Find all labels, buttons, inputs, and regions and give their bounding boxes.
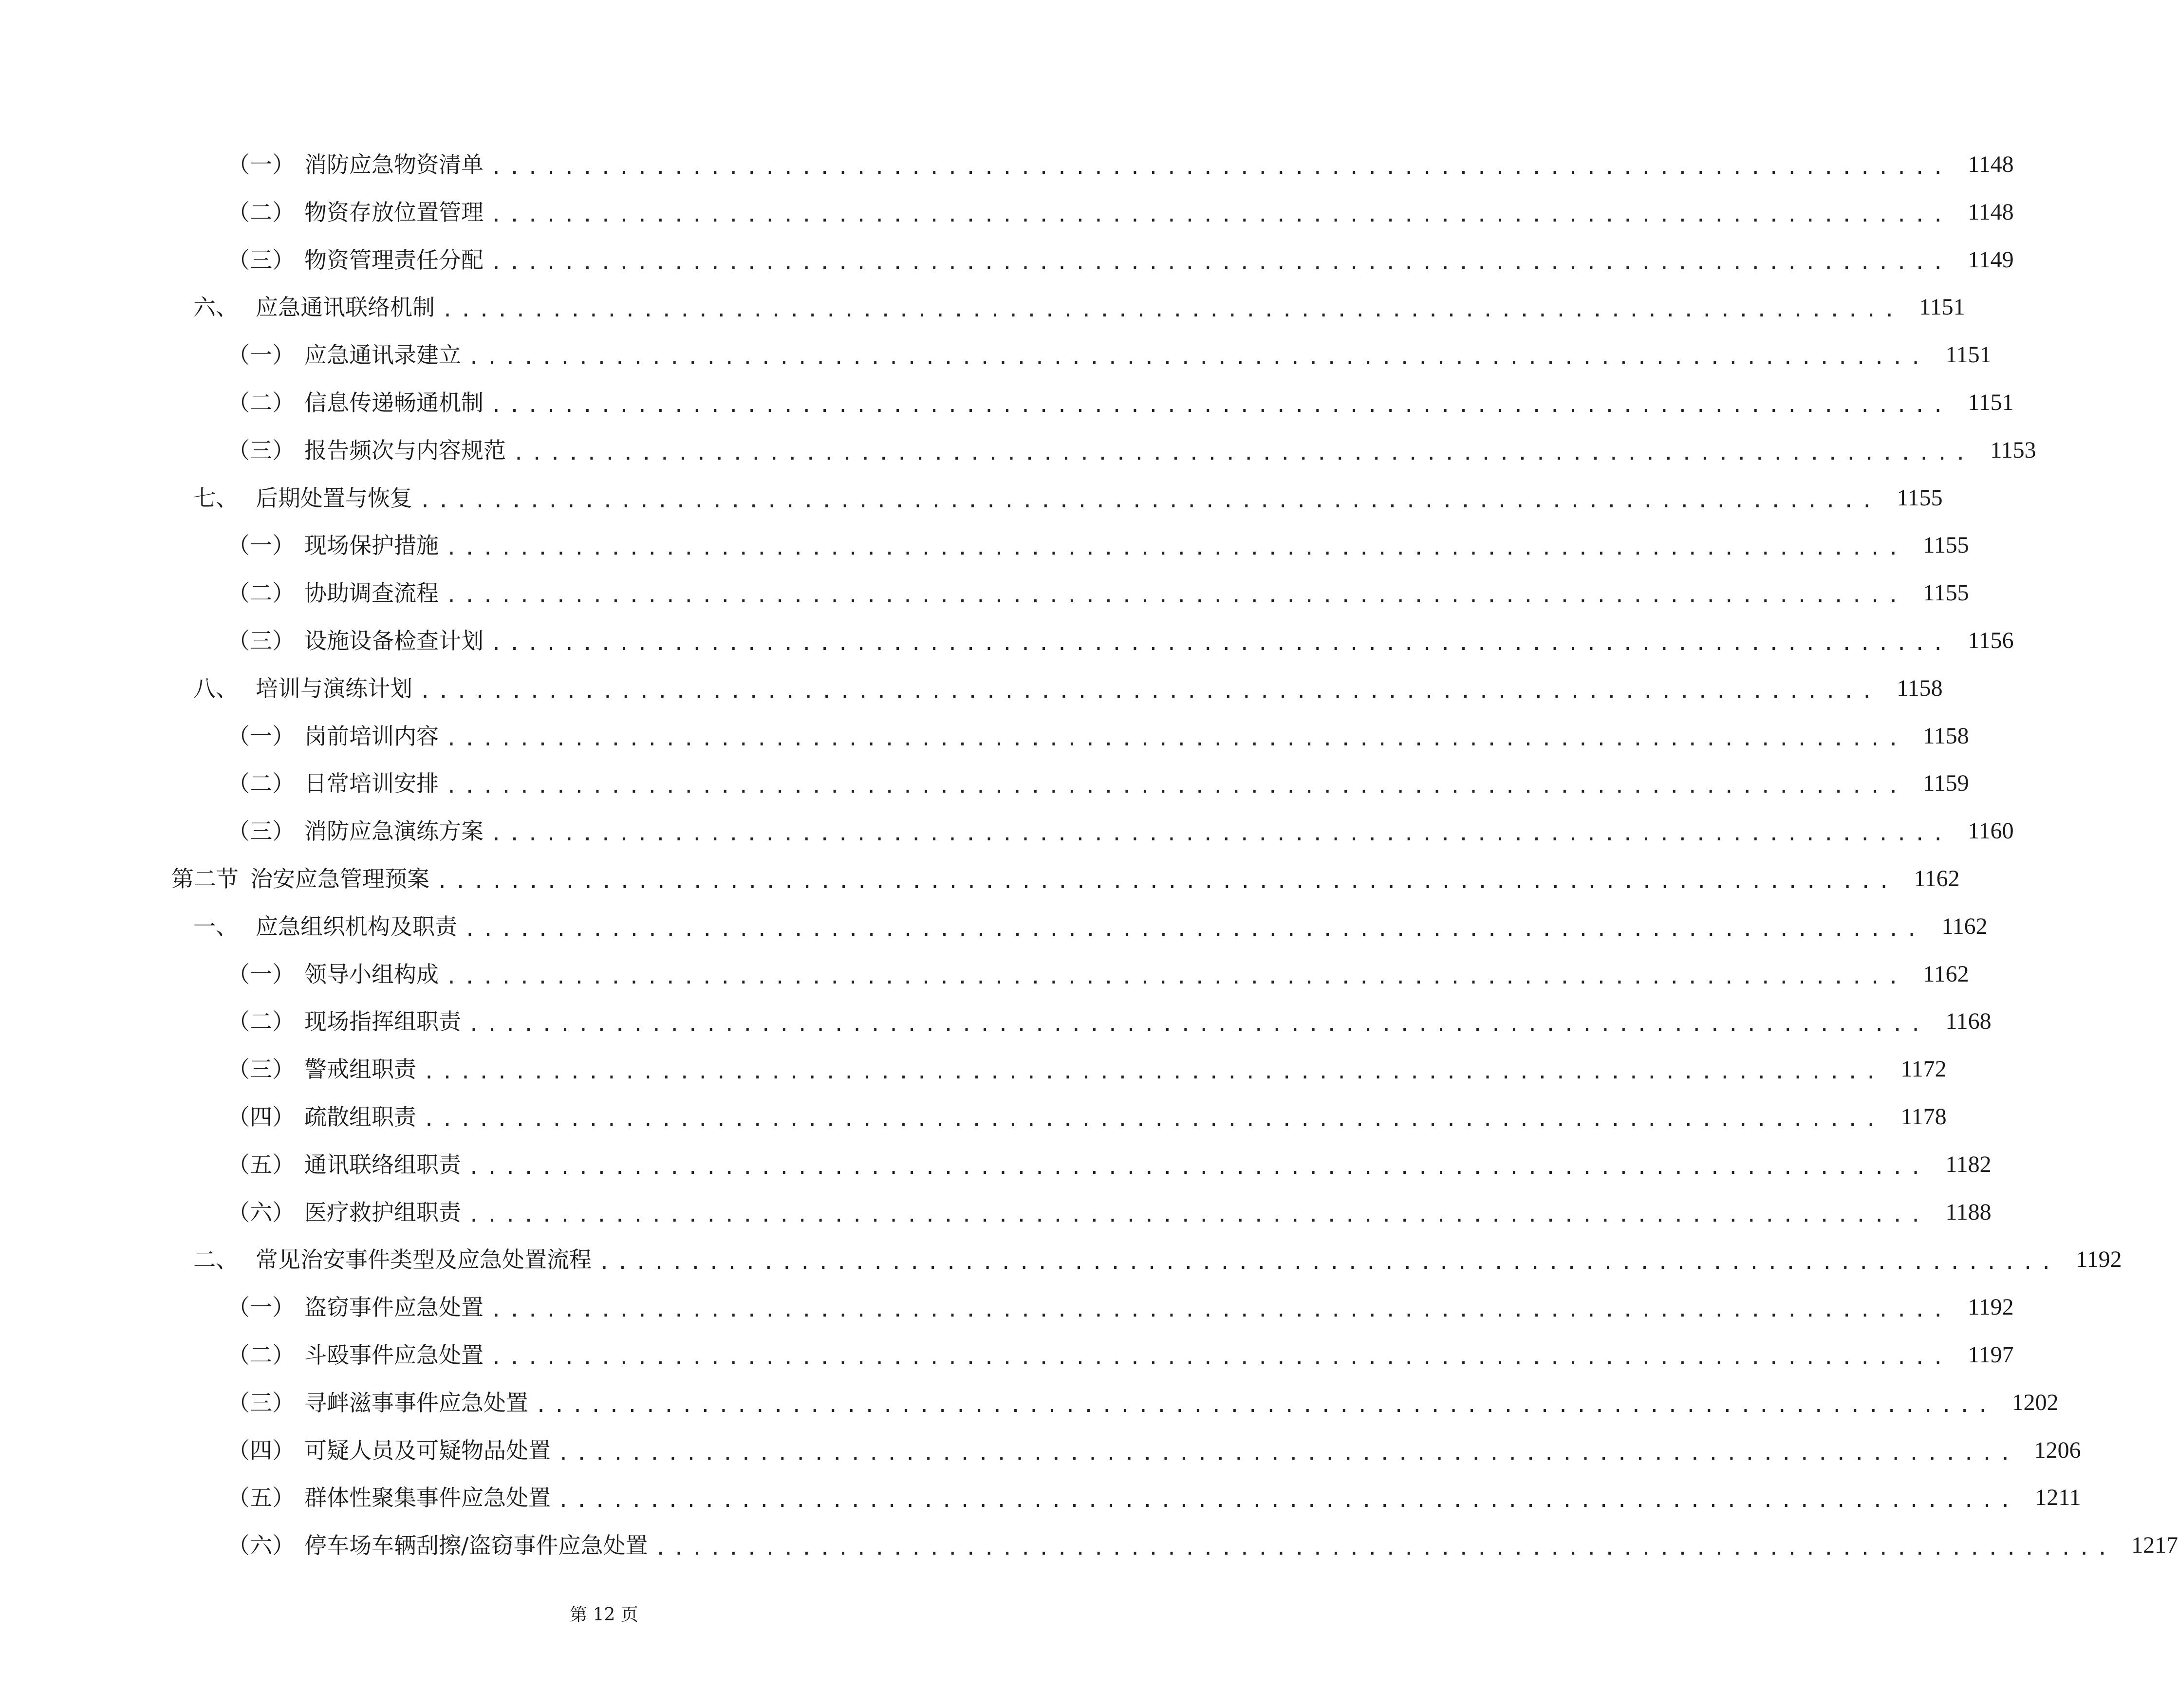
toc-dot-leader: ................................................................................ — [490, 632, 1951, 655]
toc-entry-page-number: 1172 — [1900, 1056, 1947, 1082]
toc-entry-number: （二） — [227, 770, 295, 797]
toc-entry-page-number: 1155 — [1923, 580, 1969, 606]
toc-entry-page-number: 1192 — [1968, 1294, 2014, 1320]
toc-dot-leader: ................................................................................ — [446, 728, 1906, 750]
toc-entry-number: （四） — [227, 1104, 295, 1130]
toc-entry-title: 信息传递畅通机制 — [304, 390, 484, 416]
toc-entry-number: （五） — [227, 1485, 295, 1511]
toc-entry-number: （四） — [227, 1437, 295, 1464]
toc-entry-page-number: 1156 — [1968, 628, 2014, 653]
toc-entry-title: 医疗救护组职责 — [304, 1199, 461, 1225]
toc-entry-page-number: 1206 — [2034, 1437, 2081, 1463]
toc-entry-number: （二） — [227, 1008, 295, 1035]
toc-entry-page-number: 1159 — [1923, 770, 1969, 796]
toc-dot-leader: ................................................................................ — [490, 204, 1951, 226]
toc-dot-leader: ................................................................................ — [468, 1204, 1928, 1226]
toc-entry-number: 六、 — [193, 294, 238, 320]
toc-entry-number: 第二节 — [171, 866, 239, 892]
toc-entry[interactable] — [227, 760, 1969, 807]
toc-entry-page-number: 1178 — [1900, 1104, 1947, 1130]
toc-entry-number: （三） — [227, 818, 295, 844]
toc-entry[interactable] — [227, 1522, 2178, 1569]
toc-entry-title: 寻衅滋事事件应急处置 — [304, 1390, 528, 1416]
toc-entry-number: （三） — [227, 437, 295, 464]
toc-entry-number: （三） — [227, 247, 295, 273]
toc-entry-title: 应急通讯录建立 — [304, 342, 461, 368]
toc-entry-title: 协助调查流程 — [304, 580, 439, 606]
toc-entry-page-number: 1162 — [1941, 913, 1988, 939]
toc-entry[interactable] — [227, 141, 2014, 188]
toc-entry[interactable] — [227, 1045, 1947, 1093]
toc-dot-leader: ................................................................................ — [423, 1109, 1883, 1131]
toc-entry-title: 群体性聚集事件应急处置 — [304, 1485, 551, 1511]
toc-entry-number: 八、 — [193, 675, 238, 702]
toc-entry[interactable] — [193, 903, 1988, 950]
toc-entry-title: 治安应急管理预案 — [250, 866, 429, 892]
toc-dot-leader: ................................................................................ — [468, 1156, 1928, 1179]
toc-entry[interactable] — [227, 1474, 2081, 1522]
toc-entry-number: 七、 — [193, 485, 238, 511]
toc-entry-title: 疏散组职责 — [304, 1104, 416, 1130]
toc-entry[interactable] — [227, 569, 1969, 617]
toc-entry-page-number: 1148 — [1968, 151, 2014, 177]
toc-entry-page-number: 1151 — [1945, 342, 1992, 368]
toc-entry-title: 可疑人员及可疑物品处置 — [304, 1437, 551, 1464]
toc-entry[interactable] — [193, 665, 1943, 712]
toc-entry-page-number: 1211 — [2035, 1485, 2081, 1510]
toc-entry[interactable] — [227, 1141, 1992, 1188]
toc-entry[interactable] — [227, 807, 2014, 855]
toc-entry-page-number: 1202 — [2011, 1390, 2059, 1415]
toc-dot-leader: ................................................................................ — [419, 490, 1880, 512]
toc-entry-number: 一、 — [193, 913, 238, 940]
toc-entry[interactable] — [227, 331, 1992, 379]
toc-entry[interactable] — [227, 427, 2036, 474]
toc-entry-number: （二） — [227, 199, 295, 225]
toc-entry-title: 现场指挥组职责 — [304, 1008, 461, 1035]
toc-entry-page-number: 1158 — [1897, 675, 1943, 701]
toc-entry-title: 日常培训安排 — [304, 770, 439, 797]
toc-entry-title: 设施设备检查计划 — [304, 628, 484, 654]
toc-entry-title: 警戒组职责 — [304, 1056, 416, 1082]
toc-entry-title: 岗前培训内容 — [304, 723, 439, 749]
toc-entry-page-number: 1155 — [1923, 532, 1969, 558]
toc-entry[interactable] — [227, 1188, 1992, 1236]
toc-entry-title: 消防应急物资清单 — [304, 151, 484, 178]
toc-entry[interactable] — [227, 1379, 2059, 1427]
toc-entry-number: （一） — [227, 723, 295, 749]
toc-entry-page-number: 1149 — [1968, 247, 2014, 273]
toc-entry-number: （二） — [227, 580, 295, 606]
toc-entry-page-number: 1192 — [2076, 1246, 2122, 1272]
toc-dot-leader: ................................................................................ — [446, 966, 1906, 988]
toc-dot-leader: ................................................................................ — [490, 1347, 1951, 1369]
toc-entry-title: 应急组织机构及职责 — [256, 913, 457, 940]
toc-entry-title: 停车场车辆刮擦/盗窃事件应急处置 — [304, 1532, 648, 1559]
toc-dot-leader: ................................................................................ — [468, 1013, 1928, 1036]
toc-entry-page-number: 1151 — [1968, 390, 2014, 415]
toc-entry-number: （五） — [227, 1151, 295, 1178]
toc-entry[interactable] — [171, 855, 1960, 903]
toc-entry[interactable] — [193, 474, 1943, 522]
toc-entry-page-number: 1151 — [1919, 294, 1965, 320]
toc-dot-leader: ................................................................................ — [558, 1442, 2018, 1465]
toc-entry-number: （三） — [227, 1056, 295, 1082]
toc-entry-title: 斗殴事件应急处置 — [304, 1342, 484, 1368]
toc-entry-number: （一） — [227, 532, 295, 558]
toc-entry-title: 领导小组构成 — [304, 961, 439, 987]
toc-dot-leader: ................................................................................ — [468, 347, 1928, 369]
toc-entry[interactable] — [227, 998, 1992, 1045]
toc-entry-title: 消防应急演练方案 — [304, 818, 484, 844]
toc-dot-leader: ................................................................................ — [446, 585, 1906, 607]
toc-entry-number: （二） — [227, 1342, 295, 1368]
toc-entry-page-number: 1148 — [1968, 199, 2014, 225]
toc-dot-leader: ................................................................................ — [490, 823, 1951, 845]
toc-entry-number: （六） — [227, 1199, 295, 1225]
toc-dot-leader: ................................................................................ — [513, 442, 1973, 464]
toc-dot-leader: ................................................................................ — [436, 871, 1897, 893]
toc-entry[interactable] — [227, 236, 2014, 284]
toc-entry-number: （一） — [227, 342, 295, 368]
toc-entry-title: 后期处置与恢复 — [256, 485, 412, 511]
toc-dot-leader: ................................................................................ — [490, 1299, 1951, 1321]
toc-dot-leader: ................................................................................ — [464, 918, 1924, 941]
toc-entry-page-number: 1160 — [1968, 818, 2014, 844]
page-footer — [0, 1601, 1208, 1626]
page-number-label: 第 12 页 — [570, 1605, 638, 1625]
toc-entry-title: 培训与演练计划 — [256, 675, 412, 702]
toc-entry-page-number: 1197 — [1968, 1342, 2014, 1368]
toc-entry-number: （六） — [227, 1532, 295, 1559]
toc-entry[interactable] — [227, 521, 1969, 569]
toc-entry[interactable] — [193, 1236, 2122, 1283]
toc-entry-page-number: 1162 — [1923, 961, 1969, 987]
toc-entry[interactable] — [193, 283, 1965, 331]
toc-dot-leader: ................................................................................ — [490, 252, 1951, 274]
toc-dot-leader: ................................................................................ — [446, 537, 1906, 559]
toc-dot-leader: ................................................................................ — [442, 299, 1902, 321]
toc-dot-leader: ................................................................................ — [490, 156, 1951, 179]
toc-entry-page-number: 1217 — [2131, 1532, 2178, 1558]
toc-dot-leader: ................................................................................ — [446, 775, 1906, 798]
toc-entry[interactable] — [227, 1093, 1947, 1141]
toc-entry-title: 物资管理责任分配 — [304, 247, 484, 273]
toc-entry-title: 常见治安事件类型及应急处置流程 — [256, 1246, 592, 1273]
toc-entry-page-number: 1168 — [1945, 1008, 1992, 1034]
toc-entry-number: 二、 — [193, 1246, 238, 1273]
toc-dot-leader: ................................................................................ — [423, 1061, 1883, 1083]
toc-entry-number: （一） — [227, 151, 295, 178]
toc-entry-title: 报告频次与内容规范 — [304, 437, 506, 464]
toc-entry[interactable] — [227, 617, 2014, 665]
toc-entry-page-number: 1153 — [1990, 437, 2036, 463]
toc-entry-title: 物资存放位置管理 — [304, 199, 484, 225]
toc-entry[interactable] — [227, 1331, 2014, 1379]
toc-entry-page-number: 1188 — [1945, 1199, 1992, 1225]
toc-entry-number: （三） — [227, 1390, 295, 1416]
toc-entry-page-number: 1162 — [1914, 866, 1960, 891]
toc-dot-leader: ................................................................................ — [654, 1537, 2115, 1559]
toc-entry[interactable] — [227, 712, 1969, 760]
toc-entry-number: （三） — [227, 628, 295, 654]
toc-entry-title: 盗窃事件应急处置 — [304, 1294, 484, 1320]
toc-entry[interactable] — [227, 1427, 2081, 1474]
toc-dot-leader: ................................................................................ — [419, 680, 1880, 703]
toc-dot-leader: ................................................................................ — [558, 1489, 2018, 1512]
toc-entry-number: （二） — [227, 390, 295, 416]
toc-entry-title: 应急通讯联络机制 — [256, 294, 435, 320]
toc-entry-number: （一） — [227, 1294, 295, 1320]
toc-dot-leader: ................................................................................ — [598, 1251, 2059, 1274]
toc-entry-title: 通讯联络组职责 — [304, 1151, 461, 1178]
toc-entry[interactable] — [227, 950, 1969, 998]
toc-entry-title: 现场保护措施 — [304, 532, 439, 558]
toc-entry-page-number: 1182 — [1945, 1151, 1992, 1177]
toc-entry[interactable] — [227, 379, 2014, 427]
toc-entry[interactable] — [227, 188, 2014, 236]
toc-entry-page-number: 1155 — [1897, 485, 1943, 511]
toc-entry-number: （一） — [227, 961, 295, 987]
toc-dot-leader: ................................................................................ — [535, 1394, 1995, 1417]
toc-dot-leader: ................................................................................ — [490, 394, 1951, 417]
toc-entry-page-number: 1158 — [1923, 723, 1969, 749]
toc-entry[interactable] — [227, 1283, 2014, 1331]
